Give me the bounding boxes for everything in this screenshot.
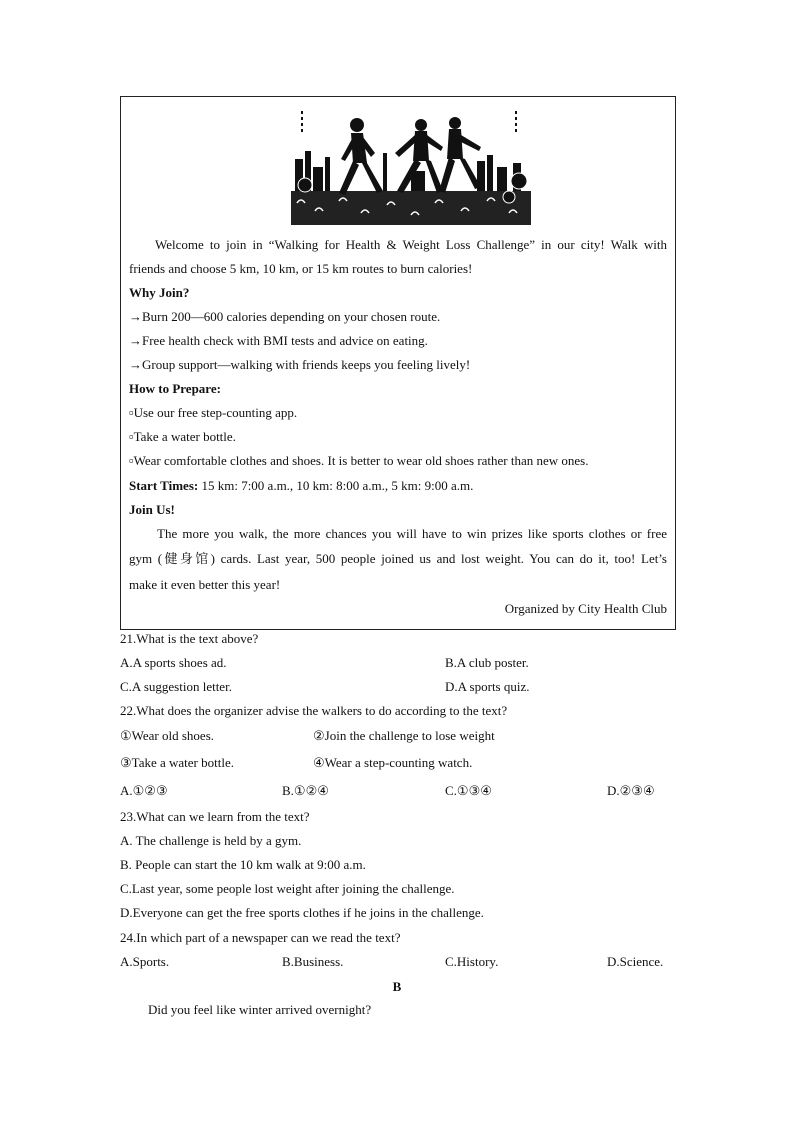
q23-option-d: D.Everyone can get the free sports clothes if he joins in the challenge. <box>120 905 484 920</box>
why-item-3: →Group support—walking with friends keeps you feeling lively! <box>129 357 471 372</box>
q24-option-d: D.Science. <box>607 954 664 969</box>
prepare-heading: How to Prepare: <box>129 381 221 396</box>
start-times <box>129 474 667 498</box>
intro-text-1: Welcome to join in “Walking for Health & Weight Loss Challenge” in our city! Walk with <box>155 237 667 252</box>
intro-line-1 <box>129 233 667 257</box>
q24-option-b: B.Business. <box>282 954 344 969</box>
q22-option-a: A.①②③ <box>120 783 168 798</box>
q21-option-b: B.A club poster. <box>445 655 529 670</box>
question-22: 22.What does the organizer advise the walkers to do according to the text? <box>120 703 508 718</box>
q22-item-4: ④Wear a step-counting watch. <box>313 755 473 770</box>
q21-option-c: C.A suggestion letter. <box>120 679 232 694</box>
start-times-label: Start Times: <box>129 478 199 493</box>
join-text-1: The more you walk, the more chances you will have to win prizes like sports clothes or free <box>157 526 667 541</box>
q22-item-2: ②Join the challenge to lose weight <box>313 728 495 743</box>
join-heading: Join Us! <box>129 502 175 517</box>
question-23: 23.What can we learn from the text? <box>120 809 310 824</box>
question-21: 21.What is the text above? <box>120 631 259 646</box>
q22-option-d: D.②③④ <box>607 783 655 798</box>
section-b-heading: B <box>392 979 402 994</box>
q22-item-3: ③Take a water bottle. <box>120 755 234 770</box>
q21-option-d: D.A sports quiz. <box>445 679 530 694</box>
q23-option-b: B. People can start the 10 km walk at 9:00 a.m. <box>120 857 366 872</box>
organizer-credit: Organized by City Health Club <box>504 601 667 616</box>
poster-box <box>120 96 676 630</box>
section-b-first-line: Did you feel like winter arrived overnight? <box>148 1002 372 1017</box>
why-item-2: →Free health check with BMI tests and advice on eating. <box>129 333 428 348</box>
q22-option-c: C.①③④ <box>445 783 492 798</box>
join-line-2: gym (健身馆) cards. Last year, 500 people joined us and lost weight. You can do it, too! Let’s <box>129 551 667 566</box>
question-24: 24.In which part of a newspaper can we read the text? <box>120 930 401 945</box>
join-line-3: make it even better this year! <box>129 577 281 592</box>
walkers-illustration <box>291 107 531 225</box>
prepare-item-2: ▫Take a water bottle. <box>129 429 236 444</box>
prepare-item-1: ▫Use our free step-counting app. <box>129 405 298 420</box>
why-item-1: →Burn 200—600 calories depending on your chosen route. <box>129 309 441 324</box>
intro-line-2: friends and choose 5 km, 10 km, or 15 km routes to burn calories! <box>129 261 473 276</box>
q23-option-a: A. The challenge is held by a gym. <box>120 833 302 848</box>
prepare-item-3: ▫Wear comfortable clothes and shoes. It is better to wear old shoes rather than new ones. <box>129 453 589 468</box>
q21-option-a: A.A sports shoes ad. <box>120 655 227 670</box>
start-times-value: 15 km: 7:00 a.m., 10 km: 8:00 a.m., 5 km: 9:00 a.m. <box>198 478 474 493</box>
q24-option-c: C.History. <box>445 954 499 969</box>
q22-item-1: ①Wear old shoes. <box>120 728 215 743</box>
q24-option-a: A.Sports. <box>120 954 170 969</box>
q22-option-b: B.①②④ <box>282 783 329 798</box>
q23-option-c: C.Last year, some people lost weight after joining the challenge. <box>120 881 455 896</box>
join-line-1 <box>129 522 667 546</box>
why-join-heading: Why Join? <box>129 285 190 300</box>
